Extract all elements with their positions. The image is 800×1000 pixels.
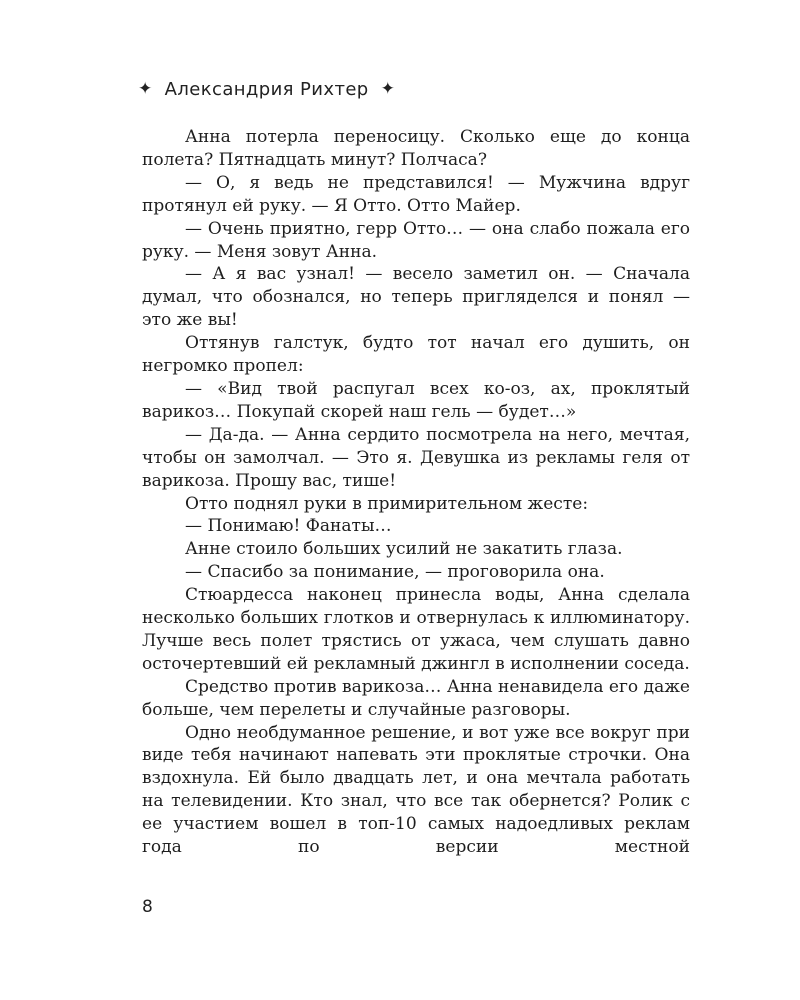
- paragraph: Одно необдуманное решение, и вот уже все вокруг при виде тебя начинают напевать эти проклятые строчки. Она вздохнула. Ей было двадцать лет, и она мечтала работать на телевидении. Кто знал, что все так обернется? Ролик с ее участием вошел в топ-10 самых надоедливых реклам года по версии местной: [142, 722, 690, 858]
- star-ornament-icon: ✦: [380, 78, 396, 99]
- paragraph: — Очень приятно, герр Отто… — она слабо пожала его руку. — Меня зовут Анна.: [142, 218, 690, 262]
- running-header: [138, 76, 395, 102]
- running-header-title: Александрия Рихтер: [164, 78, 369, 100]
- paragraph: — Спасибо за понимание, — проговорила она.: [185, 562, 605, 583]
- paragraph: Средство против варикоза… Анна ненавидела его даже больше, чем перелеты и случайные разговоры.: [142, 676, 690, 720]
- paragraph: Анне стоило больших усилий не закатить глаза.: [185, 539, 623, 560]
- star-ornament-icon: ✦: [138, 78, 153, 99]
- paragraph: Оттянув галстук, будто тот начал его душить, он негромко пропел:: [142, 333, 690, 377]
- paragraph: — Понимаю! Фанаты…: [185, 516, 392, 537]
- page-number: 8: [142, 897, 153, 917]
- paragraph: — А я вас узнал! — весело заметил он. — Сначала думал, что обознался, но теперь пригляделся и понял — это же вы!: [142, 264, 690, 331]
- paragraph: — «Вид твой распугал всех ко-оз, ах, проклятый варикоз… Покупай скорей наш гель — будет…»: [142, 378, 690, 422]
- paragraph: — Да-да. — Анна сердито посмотрела на него, мечтая, чтобы он замолчал. — Это я. Девушка из рекламы геля от варикоза. Прошу вас, тише!: [142, 424, 690, 491]
- paragraph: Стюардесса наконец принесла воды, Анна сделала несколько больших глотков и отвернулась к иллюминатору. Лучше весь полет трястись от ужаса, чем слушать давно осточертевший ей рекламный джингл в исполнении соседа.: [142, 585, 690, 674]
- paragraph: — О, я ведь не представился! — Мужчина вдруг протянул ей руку. — Я Отто. Отто Майер.: [142, 172, 690, 216]
- paragraph: Отто поднял руки в примирительном жесте:: [185, 493, 589, 514]
- paragraph: Анна потерла переносицу. Сколько еще до конца полета? Пятнадцать минут? Полчаса?: [142, 127, 690, 170]
- body-text: [142, 126, 690, 859]
